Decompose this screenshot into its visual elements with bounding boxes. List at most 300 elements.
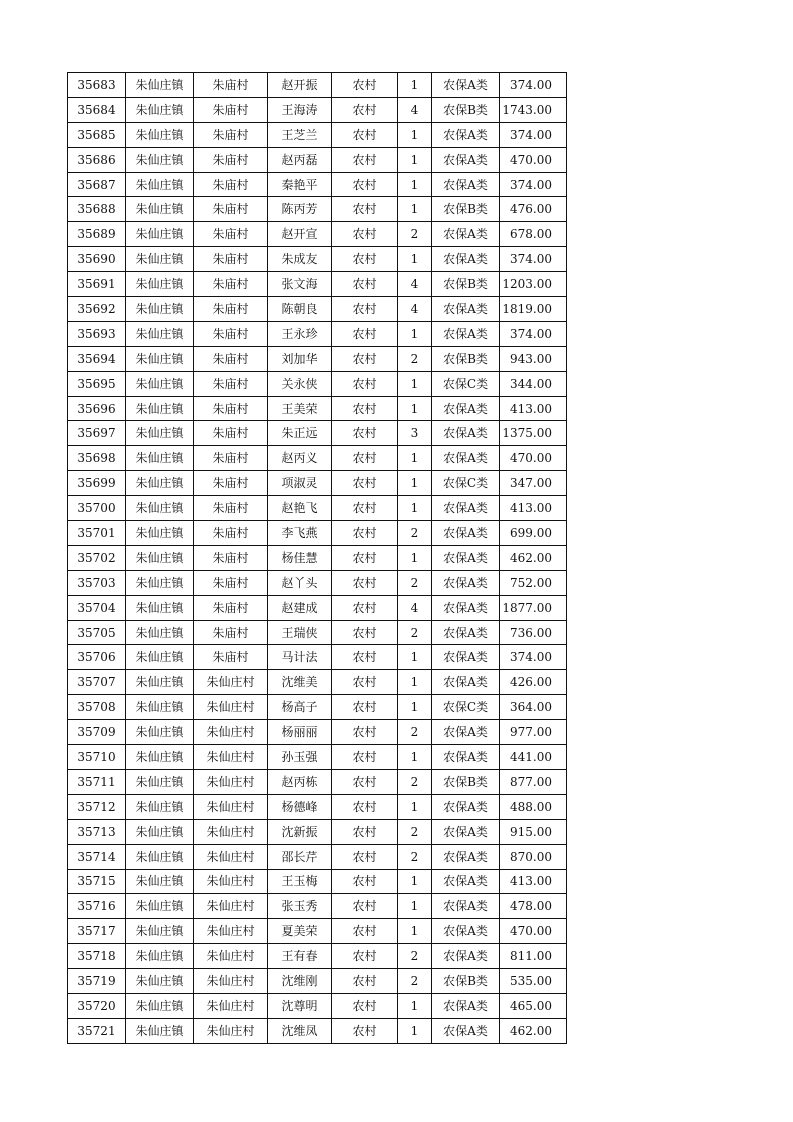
town-cell: 朱仙庄镇 (126, 197, 194, 222)
record-id-cell: 35709 (68, 720, 126, 745)
record-id-cell: 35683 (68, 73, 126, 98)
table-row (68, 993, 567, 1018)
insurance-category-cell: 农保B类 (432, 197, 500, 222)
record-id-cell: 35720 (68, 993, 126, 1018)
village-cell: 朱仙庄村 (194, 1018, 268, 1043)
household-count-cell: 1 (398, 147, 432, 172)
name-cell: 赵建成 (268, 595, 332, 620)
village-cell: 朱仙庄村 (194, 969, 268, 994)
village-cell: 朱庙村 (194, 122, 268, 147)
town-cell: 朱仙庄镇 (126, 122, 194, 147)
area-type-cell: 农村 (332, 147, 398, 172)
table-row (68, 321, 567, 346)
record-id-cell: 35688 (68, 197, 126, 222)
area-type-cell: 农村 (332, 819, 398, 844)
village-cell: 朱仙庄村 (194, 944, 268, 969)
area-type-cell: 农村 (332, 73, 398, 98)
village-cell: 朱庙村 (194, 97, 268, 122)
amount-cell: 413.00 (500, 396, 567, 421)
record-id-cell: 35716 (68, 894, 126, 919)
name-cell: 王芝兰 (268, 122, 332, 147)
table-row (68, 720, 567, 745)
name-cell: 杨丽丽 (268, 720, 332, 745)
insurance-category-cell: 农保A类 (432, 620, 500, 645)
table-row (68, 620, 567, 645)
area-type-cell: 农村 (332, 745, 398, 770)
amount-cell: 915.00 (500, 819, 567, 844)
village-cell: 朱仙庄村 (194, 993, 268, 1018)
town-cell: 朱仙庄镇 (126, 695, 194, 720)
insurance-category-cell: 农保B类 (432, 97, 500, 122)
insurance-category-cell: 农保A类 (432, 570, 500, 595)
town-cell: 朱仙庄镇 (126, 496, 194, 521)
area-type-cell: 农村 (332, 321, 398, 346)
town-cell: 朱仙庄镇 (126, 471, 194, 496)
amount-cell: 736.00 (500, 620, 567, 645)
insurance-category-cell: 农保B类 (432, 346, 500, 371)
name-cell: 赵丙义 (268, 446, 332, 471)
household-count-cell: 2 (398, 769, 432, 794)
area-type-cell: 农村 (332, 645, 398, 670)
household-count-cell: 1 (398, 670, 432, 695)
area-type-cell: 农村 (332, 446, 398, 471)
amount-cell: 374.00 (500, 73, 567, 98)
village-cell: 朱庙村 (194, 620, 268, 645)
town-cell: 朱仙庄镇 (126, 944, 194, 969)
record-id-cell: 35694 (68, 346, 126, 371)
insurance-category-cell: 农保A类 (432, 944, 500, 969)
village-cell: 朱庙村 (194, 446, 268, 471)
table-row (68, 745, 567, 770)
household-count-cell: 1 (398, 73, 432, 98)
area-type-cell: 农村 (332, 197, 398, 222)
amount-cell: 699.00 (500, 521, 567, 546)
amount-cell: 470.00 (500, 147, 567, 172)
amount-cell: 374.00 (500, 172, 567, 197)
record-id-cell: 35718 (68, 944, 126, 969)
amount-cell: 535.00 (500, 969, 567, 994)
household-count-cell: 2 (398, 944, 432, 969)
name-cell: 沈维美 (268, 670, 332, 695)
name-cell: 陈丙芳 (268, 197, 332, 222)
record-id-cell: 35713 (68, 819, 126, 844)
area-type-cell: 农村 (332, 794, 398, 819)
town-cell: 朱仙庄镇 (126, 172, 194, 197)
area-type-cell: 农村 (332, 272, 398, 297)
village-cell: 朱仙庄村 (194, 894, 268, 919)
amount-cell: 462.00 (500, 1018, 567, 1043)
amount-cell: 1203.00 (500, 272, 567, 297)
village-cell: 朱庙村 (194, 321, 268, 346)
name-cell: 沈维刚 (268, 969, 332, 994)
amount-cell: 413.00 (500, 869, 567, 894)
amount-cell: 441.00 (500, 745, 567, 770)
insurance-category-cell: 农保A类 (432, 819, 500, 844)
household-count-cell: 1 (398, 496, 432, 521)
household-count-cell: 2 (398, 222, 432, 247)
name-cell: 朱正远 (268, 421, 332, 446)
town-cell: 朱仙庄镇 (126, 720, 194, 745)
table-row (68, 969, 567, 994)
area-type-cell: 农村 (332, 769, 398, 794)
household-count-cell: 1 (398, 471, 432, 496)
name-cell: 项淑灵 (268, 471, 332, 496)
area-type-cell: 农村 (332, 944, 398, 969)
amount-cell: 1375.00 (500, 421, 567, 446)
town-cell: 朱仙庄镇 (126, 570, 194, 595)
table-row (68, 670, 567, 695)
insurance-category-cell: 农保C类 (432, 695, 500, 720)
name-cell: 秦艳平 (268, 172, 332, 197)
town-cell: 朱仙庄镇 (126, 894, 194, 919)
table-row (68, 471, 567, 496)
name-cell: 朱成友 (268, 247, 332, 272)
area-type-cell: 农村 (332, 247, 398, 272)
insurance-category-cell: 农保A类 (432, 720, 500, 745)
household-count-cell: 2 (398, 720, 432, 745)
amount-cell: 374.00 (500, 247, 567, 272)
household-count-cell: 1 (398, 869, 432, 894)
record-id-cell: 35715 (68, 869, 126, 894)
area-type-cell: 农村 (332, 919, 398, 944)
insurance-category-cell: 农保A类 (432, 446, 500, 471)
town-cell: 朱仙庄镇 (126, 969, 194, 994)
table-row (68, 222, 567, 247)
name-cell: 王美荣 (268, 396, 332, 421)
household-count-cell: 4 (398, 297, 432, 322)
village-cell: 朱庙村 (194, 172, 268, 197)
town-cell: 朱仙庄镇 (126, 421, 194, 446)
household-count-cell: 1 (398, 371, 432, 396)
table-row (68, 371, 567, 396)
amount-cell: 347.00 (500, 471, 567, 496)
area-type-cell: 农村 (332, 595, 398, 620)
village-cell: 朱庙村 (194, 73, 268, 98)
name-cell: 赵开宣 (268, 222, 332, 247)
amount-cell: 1877.00 (500, 595, 567, 620)
area-type-cell: 农村 (332, 720, 398, 745)
amount-cell: 465.00 (500, 993, 567, 1018)
village-cell: 朱仙庄村 (194, 794, 268, 819)
table-row (68, 1018, 567, 1043)
table-row (68, 570, 567, 595)
village-cell: 朱庙村 (194, 496, 268, 521)
amount-cell: 426.00 (500, 670, 567, 695)
household-count-cell: 1 (398, 122, 432, 147)
name-cell: 杨德峰 (268, 794, 332, 819)
name-cell: 赵艳飞 (268, 496, 332, 521)
amount-cell: 811.00 (500, 944, 567, 969)
amount-cell: 470.00 (500, 446, 567, 471)
record-id-cell: 35701 (68, 521, 126, 546)
village-cell: 朱庙村 (194, 421, 268, 446)
household-count-cell: 1 (398, 794, 432, 819)
amount-cell: 752.00 (500, 570, 567, 595)
table-row (68, 645, 567, 670)
area-type-cell: 农村 (332, 421, 398, 446)
amount-cell: 374.00 (500, 321, 567, 346)
table-row (68, 247, 567, 272)
town-cell: 朱仙庄镇 (126, 1018, 194, 1043)
table-row (68, 421, 567, 446)
area-type-cell: 农村 (332, 371, 398, 396)
name-cell: 邵长芹 (268, 844, 332, 869)
area-type-cell: 农村 (332, 222, 398, 247)
table-row (68, 396, 567, 421)
town-cell: 朱仙庄镇 (126, 396, 194, 421)
area-type-cell: 农村 (332, 1018, 398, 1043)
village-cell: 朱庙村 (194, 645, 268, 670)
insurance-category-cell: 农保A类 (432, 222, 500, 247)
record-id-cell: 35706 (68, 645, 126, 670)
record-id-cell: 35684 (68, 97, 126, 122)
village-cell: 朱仙庄村 (194, 819, 268, 844)
town-cell: 朱仙庄镇 (126, 769, 194, 794)
village-cell: 朱仙庄村 (194, 745, 268, 770)
village-cell: 朱仙庄村 (194, 869, 268, 894)
record-id-cell: 35699 (68, 471, 126, 496)
name-cell: 马计法 (268, 645, 332, 670)
name-cell: 夏美荣 (268, 919, 332, 944)
insurance-category-cell: 农保A类 (432, 595, 500, 620)
name-cell: 王海涛 (268, 97, 332, 122)
name-cell: 赵丙栋 (268, 769, 332, 794)
name-cell: 沈尊明 (268, 993, 332, 1018)
record-id-cell: 35689 (68, 222, 126, 247)
household-count-cell: 3 (398, 421, 432, 446)
record-id-cell: 35717 (68, 919, 126, 944)
village-cell: 朱庙村 (194, 570, 268, 595)
village-cell: 朱庙村 (194, 297, 268, 322)
insurance-category-cell: 农保B类 (432, 969, 500, 994)
town-cell: 朱仙庄镇 (126, 297, 194, 322)
town-cell: 朱仙庄镇 (126, 222, 194, 247)
household-count-cell: 1 (398, 197, 432, 222)
amount-cell: 488.00 (500, 794, 567, 819)
town-cell: 朱仙庄镇 (126, 993, 194, 1018)
village-cell: 朱庙村 (194, 471, 268, 496)
household-count-cell: 1 (398, 1018, 432, 1043)
insurance-category-cell: 农保C类 (432, 471, 500, 496)
table-row (68, 122, 567, 147)
area-type-cell: 农村 (332, 844, 398, 869)
table-row (68, 919, 567, 944)
amount-cell: 977.00 (500, 720, 567, 745)
table-row (68, 819, 567, 844)
village-cell: 朱庙村 (194, 272, 268, 297)
household-count-cell: 1 (398, 247, 432, 272)
village-cell: 朱庙村 (194, 371, 268, 396)
town-cell: 朱仙庄镇 (126, 670, 194, 695)
insurance-category-cell: 农保A类 (432, 421, 500, 446)
insurance-category-cell: 农保A类 (432, 869, 500, 894)
area-type-cell: 农村 (332, 346, 398, 371)
village-cell: 朱仙庄村 (194, 695, 268, 720)
household-count-cell: 1 (398, 894, 432, 919)
record-id-cell: 35690 (68, 247, 126, 272)
table-row (68, 545, 567, 570)
name-cell: 张玉秀 (268, 894, 332, 919)
record-id-cell: 35698 (68, 446, 126, 471)
area-type-cell: 农村 (332, 969, 398, 994)
household-count-cell: 2 (398, 570, 432, 595)
town-cell: 朱仙庄镇 (126, 844, 194, 869)
record-id-cell: 35712 (68, 794, 126, 819)
town-cell: 朱仙庄镇 (126, 247, 194, 272)
village-cell: 朱仙庄村 (194, 919, 268, 944)
table-row (68, 869, 567, 894)
town-cell: 朱仙庄镇 (126, 645, 194, 670)
area-type-cell: 农村 (332, 993, 398, 1018)
name-cell: 赵开振 (268, 73, 332, 98)
amount-cell: 870.00 (500, 844, 567, 869)
data-table (67, 72, 567, 1044)
table-row (68, 297, 567, 322)
area-type-cell: 农村 (332, 869, 398, 894)
insurance-category-cell: 农保A类 (432, 396, 500, 421)
record-id-cell: 35700 (68, 496, 126, 521)
village-cell: 朱庙村 (194, 521, 268, 546)
record-id-cell: 35692 (68, 297, 126, 322)
area-type-cell: 农村 (332, 396, 398, 421)
town-cell: 朱仙庄镇 (126, 321, 194, 346)
household-count-cell: 2 (398, 844, 432, 869)
village-cell: 朱仙庄村 (194, 670, 268, 695)
town-cell: 朱仙庄镇 (126, 272, 194, 297)
village-cell: 朱庙村 (194, 346, 268, 371)
table-row (68, 197, 567, 222)
village-cell: 朱庙村 (194, 147, 268, 172)
insurance-category-cell: 农保A类 (432, 794, 500, 819)
name-cell: 杨佳慧 (268, 545, 332, 570)
name-cell: 陈朝良 (268, 297, 332, 322)
table-row (68, 172, 567, 197)
record-id-cell: 35695 (68, 371, 126, 396)
insurance-category-cell: 农保A类 (432, 297, 500, 322)
town-cell: 朱仙庄镇 (126, 147, 194, 172)
record-id-cell: 35696 (68, 396, 126, 421)
amount-cell: 344.00 (500, 371, 567, 396)
name-cell: 赵丫头 (268, 570, 332, 595)
town-cell: 朱仙庄镇 (126, 620, 194, 645)
table-row (68, 73, 567, 98)
name-cell: 王玉梅 (268, 869, 332, 894)
name-cell: 王有春 (268, 944, 332, 969)
insurance-category-cell: 农保A类 (432, 919, 500, 944)
area-type-cell: 农村 (332, 97, 398, 122)
area-type-cell: 农村 (332, 297, 398, 322)
town-cell: 朱仙庄镇 (126, 521, 194, 546)
village-cell: 朱庙村 (194, 595, 268, 620)
village-cell: 朱仙庄村 (194, 844, 268, 869)
household-count-cell: 1 (398, 745, 432, 770)
amount-cell: 462.00 (500, 545, 567, 570)
area-type-cell: 农村 (332, 894, 398, 919)
name-cell: 王瑞侠 (268, 620, 332, 645)
insurance-category-cell: 农保B类 (432, 272, 500, 297)
insurance-category-cell: 农保A类 (432, 321, 500, 346)
household-count-cell: 4 (398, 97, 432, 122)
table-row (68, 844, 567, 869)
town-cell: 朱仙庄镇 (126, 346, 194, 371)
household-count-cell: 2 (398, 620, 432, 645)
household-count-cell: 1 (398, 545, 432, 570)
insurance-category-cell: 农保A类 (432, 1018, 500, 1043)
table-row (68, 496, 567, 521)
insurance-category-cell: 农保C类 (432, 371, 500, 396)
table-row (68, 944, 567, 969)
town-cell: 朱仙庄镇 (126, 446, 194, 471)
household-count-cell: 4 (398, 272, 432, 297)
name-cell: 王永珍 (268, 321, 332, 346)
table-row (68, 346, 567, 371)
household-count-cell: 2 (398, 521, 432, 546)
table-row (68, 97, 567, 122)
record-id-cell: 35710 (68, 745, 126, 770)
record-id-cell: 35686 (68, 147, 126, 172)
record-id-cell: 35714 (68, 844, 126, 869)
record-id-cell: 35697 (68, 421, 126, 446)
insurance-category-cell: 农保A类 (432, 894, 500, 919)
table-row (68, 147, 567, 172)
amount-cell: 413.00 (500, 496, 567, 521)
table-row (68, 695, 567, 720)
record-id-cell: 35711 (68, 769, 126, 794)
area-type-cell: 农村 (332, 172, 398, 197)
village-cell: 朱仙庄村 (194, 720, 268, 745)
amount-cell: 877.00 (500, 769, 567, 794)
area-type-cell: 农村 (332, 620, 398, 645)
area-type-cell: 农村 (332, 471, 398, 496)
insurance-category-cell: 农保A类 (432, 993, 500, 1018)
amount-cell: 374.00 (500, 645, 567, 670)
insurance-category-cell: 农保A类 (432, 645, 500, 670)
insurance-category-cell: 农保A类 (432, 247, 500, 272)
name-cell: 李飞燕 (268, 521, 332, 546)
table-row (68, 794, 567, 819)
household-count-cell: 2 (398, 346, 432, 371)
insurance-category-cell: 农保A类 (432, 545, 500, 570)
amount-cell: 943.00 (500, 346, 567, 371)
record-id-cell: 35687 (68, 172, 126, 197)
record-id-cell: 35707 (68, 670, 126, 695)
town-cell: 朱仙庄镇 (126, 545, 194, 570)
insurance-category-cell: 农保A类 (432, 844, 500, 869)
town-cell: 朱仙庄镇 (126, 371, 194, 396)
amount-cell: 678.00 (500, 222, 567, 247)
village-cell: 朱庙村 (194, 247, 268, 272)
area-type-cell: 农村 (332, 545, 398, 570)
town-cell: 朱仙庄镇 (126, 73, 194, 98)
record-id-cell: 35721 (68, 1018, 126, 1043)
household-count-cell: 2 (398, 969, 432, 994)
insurance-category-cell: 农保A类 (432, 745, 500, 770)
household-count-cell: 4 (398, 595, 432, 620)
household-count-cell: 1 (398, 172, 432, 197)
village-cell: 朱庙村 (194, 396, 268, 421)
record-id-cell: 35693 (68, 321, 126, 346)
name-cell: 孙玉强 (268, 745, 332, 770)
name-cell: 沈新振 (268, 819, 332, 844)
amount-cell: 364.00 (500, 695, 567, 720)
household-count-cell: 1 (398, 321, 432, 346)
table-row (68, 894, 567, 919)
name-cell: 刘加华 (268, 346, 332, 371)
name-cell: 杨高子 (268, 695, 332, 720)
household-count-cell: 1 (398, 695, 432, 720)
area-type-cell: 农村 (332, 496, 398, 521)
area-type-cell: 农村 (332, 570, 398, 595)
